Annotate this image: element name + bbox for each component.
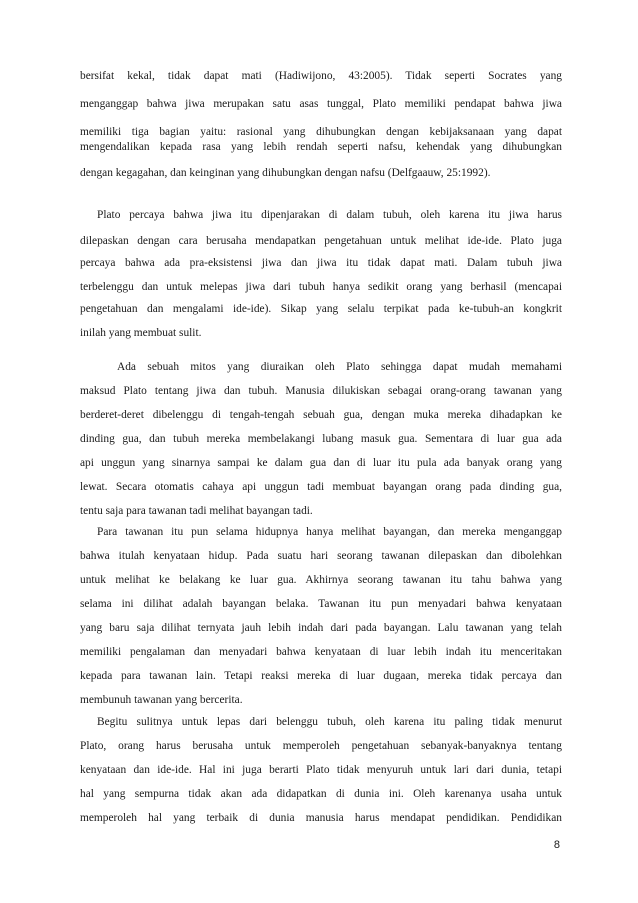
text-line: mengendalikan kepada rasa yang lebih rendah seperti nafsu, kehendak yang dihubungkan	[80, 141, 562, 153]
text-line: Ada sebuah mitos yang diuraikan oleh Plato sehingga dapat mudah memahami	[117, 361, 562, 373]
text-line: Plato percaya bahwa jiwa itu dipenjarakan di dalam tubuh, oleh karena itu jiwa harus	[97, 209, 562, 221]
text-line: tentu saja para tawanan tadi melihat bayangan tadi.	[80, 505, 313, 517]
text-line: dengan kegagahan, dan keinginan yang dihubungkan dengan nafsu (Delfgaauw, 25:1992).	[80, 167, 491, 179]
text-line: bersifat kekal, tidak dapat mati (Hadiwijono, 43:2005). Tidak seperti Socrates yang	[80, 70, 562, 82]
text-line: Begitu sulitnya untuk lepas dari belenggu tubuh, oleh karena itu paling tidak menurut	[97, 716, 562, 728]
text-line: inilah yang membuat sulit.	[80, 327, 202, 339]
text-line: selama ini dilihat adalah bayangan belaka. Tawanan itu pun menyadari bahwa kenyataan	[80, 598, 562, 610]
text-line: lewat. Secara otomatis cahaya api unggun tadi membuat bayangan orang pada dinding gua,	[80, 481, 562, 493]
text-line: yang baru saja dilihat ternyata jauh lebih indah dari pada bayangan. Lalu tawanan yang telah	[80, 622, 562, 634]
text-line: berderet-deret dibelenggu di tengah-tengah sebuah gua, dengan muka mereka dihadapkan ke	[80, 409, 562, 421]
text-line: api unggun yang sinarnya sampai ke dalam gua dan di luar itu pula ada banyak orang yang	[80, 457, 562, 469]
text-line: hal yang sempurna tidak akan ada didapatkan di dunia ini. Oleh karenanya usaha untuk	[80, 788, 562, 800]
text-line: menganggap bahwa jiwa merupakan satu asas tunggal, Plato memiliki pendapat bahwa jiwa	[80, 98, 562, 110]
text-line: memiliki pengalaman dan menyadari bahwa kenyataan di luar lebih indah itu menceritakan	[80, 646, 562, 658]
text-line: terbelenggu dan untuk melepas jiwa dari tubuh hanya sedikit orang yang berhasil (mencapai	[80, 281, 562, 293]
text-line: Para tawanan itu pun selama hidupnya hanya melihat bayangan, dan mereka menganggap	[97, 526, 562, 538]
text-line: maksud Plato tentang jiwa dan tubuh. Manusia dilukiskan sebagai orang-orang tawanan yang	[80, 385, 562, 397]
text-line: percaya bahwa ada pra-eksistensi jiwa dan jiwa itu tidak dapat mati. Dalam tubuh jiwa	[80, 257, 562, 269]
text-line: memperoleh hal yang terbaik di dunia manusia harus mendapat pendidikan. Pendidikan	[80, 812, 562, 824]
text-line: dinding gua, dan tubuh mereka membelakangi lubang masuk gua. Sementara di luar gua ada	[80, 433, 562, 445]
text-line: membunuh tawanan yang bercerita.	[80, 694, 243, 706]
text-line: memiliki tiga bagian yaitu: rasional yang dihubungkan dengan kebijaksanaan yang dapat	[80, 126, 562, 138]
text-line: dilepaskan dengan cara berusaha mendapatkan pengetahuan untuk melihat ide-ide. Plato juga	[80, 235, 562, 247]
page-number: 8	[553, 839, 560, 851]
text-line: pengetahuan dan mengalami ide-ide). Sikap yang selalu terpikat pada ke-tubuh-an kongkrit	[80, 303, 562, 315]
text-line: untuk melihat ke belakang ke luar gua. Akhirnya seorang tawanan itu tahu bahwa yang	[80, 574, 562, 586]
text-line: kepada para tawanan lain. Tetapi reaksi mereka di luar dugaan, mereka tidak percaya dan	[80, 670, 562, 682]
text-line: kenyataan dan ide-ide. Hal ini juga berarti Plato tidak menyuruh untuk lari dari dunia, tetapi	[80, 764, 562, 776]
text-line: bahwa itulah kenyataan hidup. Pada suatu hari seorang tawanan dilepaskan dan dibolehkan	[80, 550, 562, 562]
text-line: Plato, orang harus berusaha untuk memperoleh pengetahuan sebanyak-banyaknya tentang	[80, 740, 562, 752]
